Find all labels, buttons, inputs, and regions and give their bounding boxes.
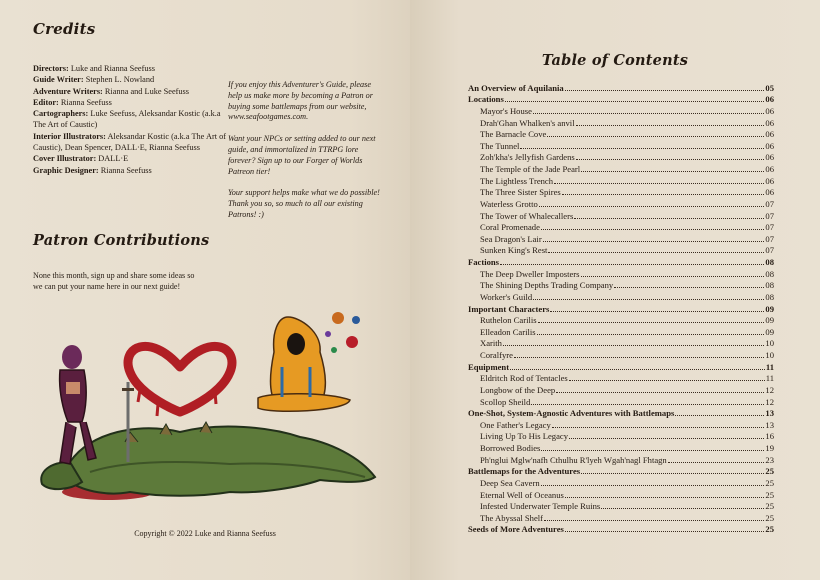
toc-entry-page: 06 <box>765 94 774 105</box>
toc-entry-page: 19 <box>765 443 774 453</box>
toc-entry-label: Ph'nglui Mglw'nafh Cthulhu R'lyeh Wgah'nagl Fhtagn <box>480 454 667 465</box>
toc-leader-dots <box>531 404 764 405</box>
toc-entry-label: The Deep Dweller Imposters <box>480 268 580 279</box>
toc-entry-page: 25 <box>765 489 774 500</box>
toc-entry[interactable] <box>468 512 774 524</box>
toc-leader-dots <box>556 392 764 393</box>
toc-entry-label: Eldritch Rod of Tentacles <box>480 373 568 384</box>
toc-entry[interactable] <box>468 291 774 303</box>
toc-entry-page: 23 <box>765 454 774 465</box>
toc-entry-page: 06 <box>765 187 774 198</box>
toc-heading: Table of Contents <box>541 52 689 69</box>
toc-leader-dots <box>581 276 765 277</box>
toc-entry-label: Living Up To His Legacy <box>480 431 569 442</box>
credit-line <box>33 97 228 108</box>
credit-value: Rianna Seefuss <box>98 165 152 175</box>
toc-leader-dots <box>514 357 764 358</box>
toc-entry[interactable] <box>468 152 774 164</box>
patron-contributions-text: None this month, sign up and share some ideas so we can put your name here in our next guide! <box>33 271 195 292</box>
toc-entry-label: Battlemaps for the Adventures <box>468 466 581 477</box>
credit-label: Cover Illustrator: <box>33 154 97 164</box>
toc-entry-page: 09 <box>765 303 774 314</box>
toc-entry-label: Important Characters <box>468 303 550 314</box>
toc-entry-page: 06 <box>765 140 774 151</box>
toc-leader-dots <box>503 345 764 346</box>
toc-entry[interactable] <box>468 477 774 489</box>
toc-leader-dots <box>554 183 764 184</box>
toc-entry-page: 25 <box>765 477 774 488</box>
toc-entry[interactable] <box>468 129 774 141</box>
credit-line <box>33 74 228 85</box>
credit-label: Editor: <box>33 97 59 107</box>
toc-leader-dots <box>675 415 764 416</box>
toc-entry-label: The Shining Depths Trading Company <box>480 280 614 291</box>
toc-entry-label: The Three Sister Spires <box>480 187 561 198</box>
credit-value: Rianna Seefuss <box>58 97 112 107</box>
toc-entry[interactable] <box>468 373 774 385</box>
toc-entry[interactable] <box>468 233 774 245</box>
toc-leader-dots <box>537 334 765 335</box>
toc-entry[interactable] <box>468 454 774 466</box>
toc-entry-page: 09 <box>765 326 774 337</box>
credit-label: Graphic Designer: <box>33 165 99 175</box>
toc-entry-page: 07 <box>765 233 774 244</box>
toc-entry-page: 08 <box>765 268 774 279</box>
orb <box>331 347 337 353</box>
toc-leader-dots <box>544 520 764 521</box>
toc-leader-dots <box>581 171 764 172</box>
toc-entry-page: 08 <box>765 280 774 291</box>
toc-entry-page: 12 <box>765 396 774 407</box>
credit-label: Cartographers: <box>33 109 89 119</box>
credit-line <box>33 63 228 74</box>
credit-value: DALL·E <box>96 154 129 164</box>
toc-entry-page: 11 <box>765 373 774 384</box>
toc-entry-page: 06 <box>765 152 774 163</box>
heroes-and-dragon-illustration <box>30 312 382 517</box>
toc-entry-page: 09 <box>765 315 774 326</box>
patron-appeal-paragraph: If you enjoy this Adventurer's Guide, please help us make more by becoming a Patron or buying some battlemaps from our website, www.seafootgames.com. <box>228 80 373 122</box>
toc-entry-page: 10 <box>765 338 774 349</box>
dragon <box>70 427 375 496</box>
toc-entry-page: 08 <box>765 257 774 267</box>
toc-entry-label: Sea Dragon's Lair <box>480 233 542 244</box>
toc-entry-page: 05 <box>765 82 774 93</box>
toc-entry-label: An Overview of Aquilania <box>468 82 564 93</box>
toc-entry-page: 07 <box>765 198 774 209</box>
toc-entry-label: Zoh'kha's Jellyfish Gardens <box>480 152 575 163</box>
toc-leader-dots <box>581 473 764 474</box>
toc-entry[interactable] <box>468 338 774 350</box>
toc-leader-dots <box>552 427 765 428</box>
toc-entry-label: Seeds of More Adventures <box>468 524 564 535</box>
patron-appeal-paragraph: Your support helps make what we do possible! Thank you so, so much to all our existing Patrons! :) <box>228 188 380 219</box>
toc-entry[interactable] <box>468 315 774 327</box>
copyright: Copyright © 2022 Luke and Rianna Seefuss <box>134 529 276 538</box>
toc-entry[interactable] <box>468 396 774 408</box>
toc-entry[interactable] <box>468 256 774 268</box>
toc-leader-dots <box>569 380 765 381</box>
toc-entry[interactable] <box>468 210 774 222</box>
toc-leader-dots <box>541 485 765 486</box>
toc-leader-dots <box>520 148 764 149</box>
toc-leader-dots <box>505 101 765 102</box>
toc-leader-dots <box>500 264 764 265</box>
toc-leader-dots <box>565 531 765 532</box>
toc-leader-dots <box>541 450 764 451</box>
toc-entry[interactable] <box>468 198 774 210</box>
toc-entry-page: 06 <box>765 129 774 140</box>
toc-leader-dots <box>541 229 765 230</box>
toc-entry[interactable] <box>468 524 774 536</box>
toc-entry[interactable] <box>468 326 774 338</box>
orb <box>352 316 360 324</box>
toc-entry-label: The Tunnel <box>480 140 520 151</box>
toc-entry-page: 07 <box>765 245 774 256</box>
toc-entry-label: Equipment <box>468 361 510 372</box>
patron-appeal <box>228 80 380 232</box>
toc-entry-page: 08 <box>765 291 774 302</box>
toc-leader-dots <box>538 322 765 323</box>
toc-entry-page: 25 <box>765 466 774 477</box>
toc-entry-page: 13 <box>765 419 774 430</box>
toc-entry-page: 11 <box>765 361 774 372</box>
right-page <box>410 0 820 580</box>
toc-entry-page: 06 <box>765 164 774 174</box>
toc-entry[interactable] <box>468 431 774 443</box>
toc-entry-label: Coralfyre <box>480 350 513 360</box>
toc-leader-dots <box>569 438 764 439</box>
credit-label: Interior Illustrators: <box>33 131 106 141</box>
toc-entry[interactable] <box>468 408 774 420</box>
credit-line <box>33 108 228 131</box>
credit-line <box>33 131 228 154</box>
toc-entry-page: 07 <box>765 210 774 221</box>
toc-entry-page: 25 <box>765 524 774 535</box>
credit-label: Directors: <box>33 64 69 73</box>
credit-value: Luke and Rianna Seefuss <box>68 64 155 73</box>
toc-entry-page: 06 <box>765 117 774 128</box>
robed-figure <box>258 317 350 411</box>
toc-leader-dots <box>668 462 765 463</box>
toc-entry[interactable] <box>468 94 774 106</box>
toc-entry[interactable] <box>468 361 774 373</box>
toc-entry-label: Eternal Well of Oceanus <box>480 489 564 500</box>
toc-entry[interactable] <box>468 245 774 257</box>
toc-entry-page: 25 <box>765 512 774 523</box>
toc-entry-label: Mayor's House <box>480 105 532 116</box>
toc-leader-dots <box>547 136 764 137</box>
toc-entry-label: Worker's Guild <box>480 291 533 302</box>
toc-entry-page: 07 <box>765 222 774 233</box>
toc-entry-label: The Abyssal Shelf <box>480 512 544 523</box>
toc-leader-dots <box>533 299 764 300</box>
toc-leader-dots <box>601 508 764 509</box>
toc-entry-page: 10 <box>765 350 774 360</box>
toc-entry-label: One Father's Legacy <box>480 419 551 430</box>
credit-value: Luke Seefuss, Aleksandar Kostic (a.k.a The Art of Caustic) <box>33 109 221 130</box>
toc-leader-dots <box>565 497 765 498</box>
toc-entry[interactable] <box>468 489 774 501</box>
toc-entry[interactable] <box>468 105 774 117</box>
toc-entry[interactable] <box>468 117 774 129</box>
toc-leader-dots <box>510 369 765 370</box>
toc-entry-label: Locations <box>468 94 504 105</box>
toc-entry-label: Waterless Grotto <box>480 198 538 209</box>
toc-leader-dots <box>574 218 764 219</box>
toc-entry-label: Longbow of the Deep <box>480 384 556 395</box>
toc-entry-label: Infested Underwater Temple Ruins <box>480 501 601 512</box>
credit-value: Rianna and Luke Seefuss <box>102 86 190 96</box>
orb <box>325 331 331 337</box>
toc-leader-dots <box>543 241 765 242</box>
toc-entry-page: 06 <box>765 105 774 116</box>
toc-entry-label: Sunken King's Rest <box>480 245 548 256</box>
toc-entry-label: The Lightless Trench <box>480 175 554 186</box>
toc-entry[interactable] <box>468 419 774 431</box>
toc-entry-label: The Temple of the Jade Pearl <box>480 164 581 174</box>
toc-entry-page: 25 <box>765 501 774 512</box>
toc-entry[interactable] <box>468 140 774 152</box>
toc-entry-label: The Tower of Whalecallers <box>480 210 574 221</box>
credit-label: Adventure Writers: <box>33 86 103 96</box>
toc-leader-dots <box>562 194 765 195</box>
toc-entry-page: 12 <box>765 384 774 395</box>
toc-entry[interactable] <box>468 501 774 513</box>
credit-value: Stephen L. Nowland <box>83 75 155 85</box>
toc-entry-label: Scollop Sheild <box>480 396 531 407</box>
toc-entry[interactable] <box>468 280 774 292</box>
toc-entry-page: 13 <box>765 408 774 419</box>
credit-label: Guide Writer: <box>33 75 84 85</box>
toc-entry[interactable] <box>468 222 774 234</box>
toc-leader-dots <box>565 90 765 91</box>
toc-entry-label: Drah'Ghan Whalken's anvil <box>480 117 575 128</box>
toc-entry-label: Ruthelon Carilis <box>480 315 537 326</box>
toc-leader-dots <box>539 206 765 207</box>
patron-appeal-paragraph: Want your NPCs or setting added to our next guide, and immortalized in TTRPG lore forever? Sign up to our Forger of Worlds Patreon tier! <box>228 134 376 176</box>
credit-line <box>33 153 228 164</box>
toc-entry-label: Factions <box>468 257 500 267</box>
toc-entry[interactable] <box>468 82 774 94</box>
toc-entry-label: Elleadon Carilis <box>480 326 536 337</box>
credit-line <box>33 165 228 176</box>
patron-contributions-heading: Patron Contributions <box>33 232 210 249</box>
table-of-contents <box>468 82 774 535</box>
toc-entry[interactable] <box>468 175 774 187</box>
credit-line <box>33 86 228 97</box>
toc-entry[interactable] <box>468 303 774 315</box>
toc-entry-label: Deep Sea Cavern <box>480 477 540 488</box>
credit-value: Aleksandar Kostic (a.k.a The Art of Caustic), Dean Spencer, DALL·E, Rianna Seefuss <box>33 131 227 153</box>
toc-entry-label: One-Shot, System-Agnostic Adventures with Battlemaps <box>468 408 675 419</box>
toc-leader-dots <box>576 159 765 160</box>
toc-entry-page: 16 <box>765 431 774 442</box>
toc-entry-label: Borrowed Bodies <box>480 443 541 453</box>
toc-entry[interactable] <box>468 442 774 454</box>
toc-leader-dots <box>533 113 764 114</box>
toc-entry-label: Xarith <box>480 338 502 349</box>
toc-entry[interactable] <box>468 466 774 478</box>
credits-list <box>33 63 228 176</box>
toc-leader-dots <box>576 125 765 126</box>
orb <box>346 336 358 348</box>
toc-entry-label: The Barnacle Cove <box>480 129 547 140</box>
toc-leader-dots <box>614 287 764 288</box>
toc-entry[interactable] <box>468 384 774 396</box>
toc-entry-label: Coral Promenade <box>480 222 540 233</box>
toc-leader-dots <box>550 311 764 312</box>
toc-entry-page: 06 <box>765 175 774 186</box>
toc-entry[interactable] <box>468 187 774 199</box>
orb <box>332 312 344 324</box>
toc-leader-dots <box>548 252 764 253</box>
toc-entry[interactable] <box>468 268 774 280</box>
toc-entry[interactable] <box>468 163 774 175</box>
toc-entry[interactable] <box>468 349 774 361</box>
credits-heading: Credits <box>33 20 96 38</box>
